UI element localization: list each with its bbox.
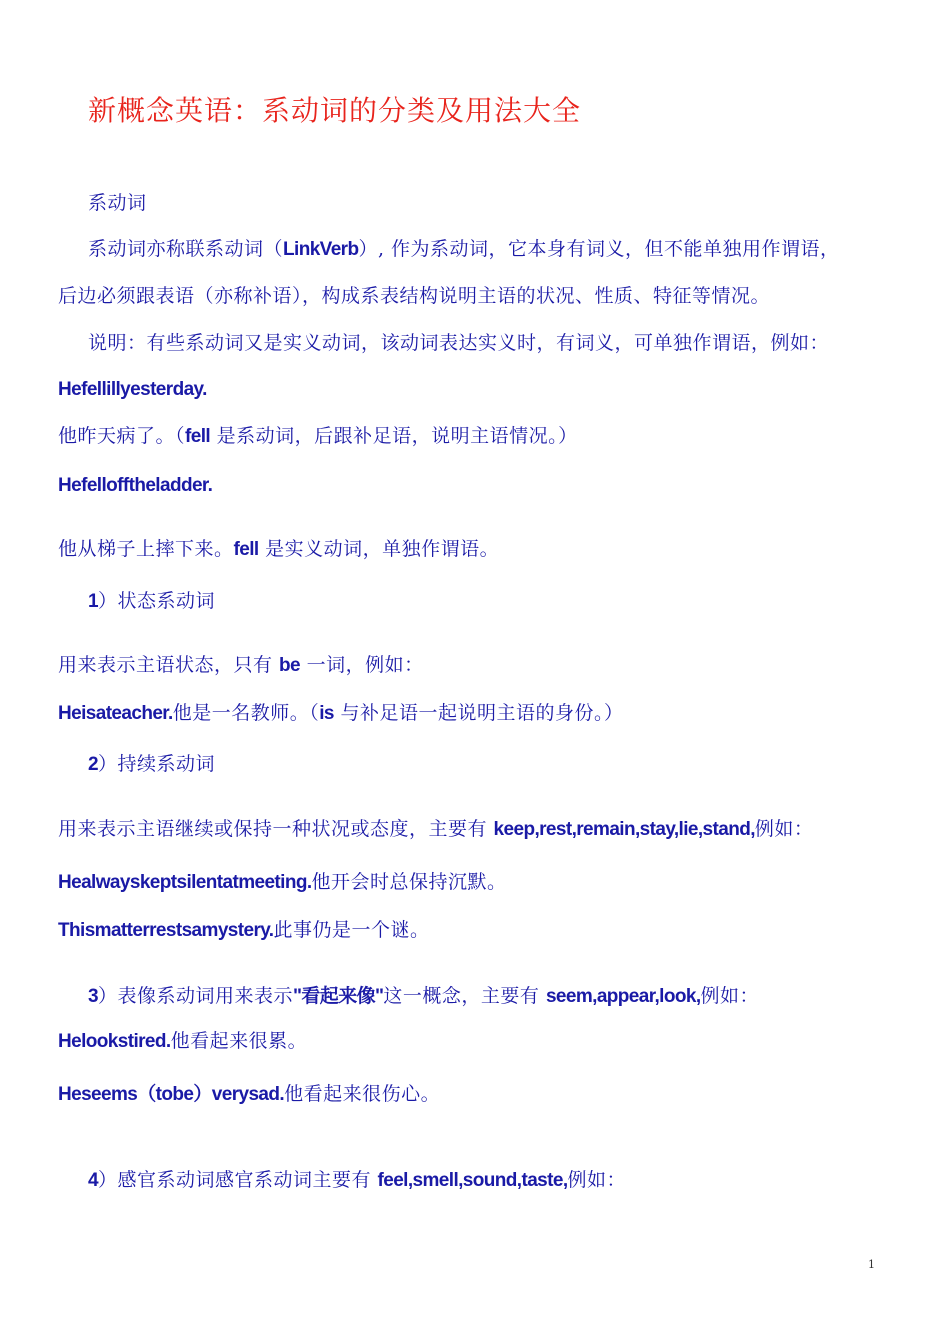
example-sentence: Hefellillyesterday. (58, 379, 207, 400)
section-2-description: 用来表示主语继续或保持一种状况或态度，主要有 keep,rest,remain,stay,lie,stand,例如： (58, 818, 814, 840)
page-number: 1 (868, 1258, 875, 1271)
example-translation: 他从梯子上摔下来。fell 是实义动词，单独作谓语。 (58, 538, 500, 560)
page-title: 新概念英语：系动词的分类及用法大全 (88, 94, 582, 127)
section-1-description: 用来表示主语状态，只有 be 一词，例如： (58, 654, 424, 676)
section-heading: 系动词 (88, 192, 147, 214)
section-1-heading: 1）状态系动词 (88, 590, 215, 612)
section-1-example: Heisateacher.他是一名教师。（is 与补足语一起说明主语的身份。） (58, 702, 624, 724)
section-3-example: Helookstired.他看起来很累。 (58, 1030, 308, 1052)
section-2-heading: 2）持续系动词 (88, 753, 215, 775)
example-translation: 他昨天病了。（fell 是系动词，后跟补足语，说明主语情况。） (58, 425, 578, 447)
section-2-example: Thismatterrestsamystery.此事仍是一个谜。 (58, 919, 430, 941)
section-3-example: Heseems（tobe）verysad.他看起来很伤心。 (58, 1083, 441, 1105)
note-paragraph: 说明：有些系动词又是实义动词，该动词表达实义时，有词义，可单独作谓语，例如： (88, 332, 830, 354)
section-3-heading: 3）表像系动词用来表示"看起来像"这一概念，主要有 seem,appear,look,例如： (88, 985, 760, 1007)
section-2-example: Healwayskeptsilentatmeeting.他开会时总保持沉默。 (58, 871, 507, 893)
section-4-heading: 4）感官系动词感官系动词主要有 feel,smell,sound,taste,例如： (88, 1169, 627, 1191)
intro-paragraph-line1: 系动词亦称联系动词（LinkVerb）, 作为系动词，它本身有词义，但不能单独用作谓语， (88, 238, 840, 260)
intro-paragraph-line2: 后边必须跟表语（亦称补语），构成系表结构说明主语的状况、性质、特征等情况。 (58, 285, 771, 307)
example-sentence: Hefellofftheladder. (58, 475, 213, 496)
